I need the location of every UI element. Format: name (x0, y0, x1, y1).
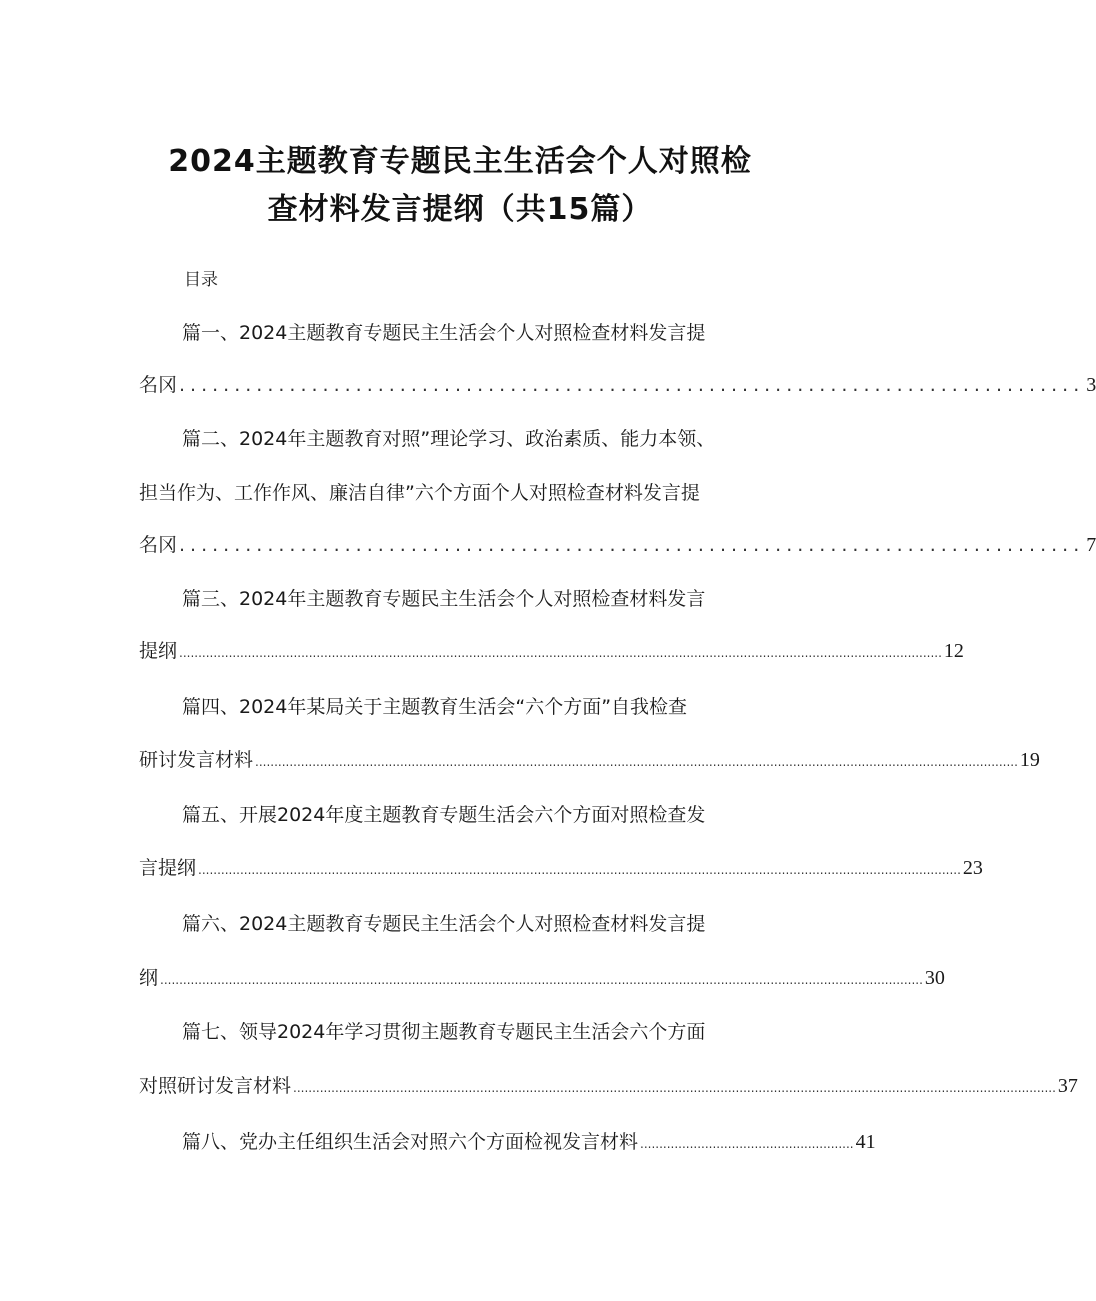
toc-entry-2-line-3[interactable] (139, 530, 1096, 557)
toc-entry-8-text: 篇八、党办主任组织生活会对照六个方面检视发言材料 (182, 1131, 639, 1153)
dot-leader: ........................................................ (640, 1137, 854, 1151)
toc-entry-5-line-1: 篇五、开展2024年度主题教育专题生活会六个方面对照检查发 (182, 804, 706, 826)
dot-leader: ........................................................................................................................................................................................................ (160, 973, 923, 987)
toc-entry-3-page: 12 (943, 640, 964, 662)
toc-entry-4-line-1: 篇四、2024年某局关于主题教育生活会“六个方面”自我检查 (182, 696, 688, 718)
toc-entry-7-page: 37 (1057, 1075, 1078, 1097)
toc-entry-5-line-2[interactable] (139, 853, 983, 880)
toc-entry-8[interactable] (182, 1127, 876, 1154)
document-title-line-1: 2024主题教育专题民主生活会个人对照检 (168, 144, 752, 179)
toc-entry-6-tail: 纲 (139, 967, 159, 989)
dot-leader: ........................................................................................................................................................................................................ (198, 863, 961, 877)
dot-leader: ........................................................................................................................................................................................................ (179, 646, 942, 660)
toc-entry-6-line-2[interactable] (139, 963, 945, 990)
dot-leader: .................................................................................. (179, 374, 1085, 396)
toc-entry-1-page: 3 (1086, 374, 1096, 396)
dot-leader: .................................................................................. (179, 534, 1085, 556)
toc-entry-2-line-2: 担当作为、工作作风、廉洁自律”六个方面个人对照检查材料发言提 (139, 482, 700, 504)
toc-entry-2-page: 7 (1086, 534, 1096, 556)
toc-entry-1-tail: 名冈 (139, 374, 178, 396)
toc-entry-5-page: 23 (962, 857, 983, 879)
toc-entry-3-line-2[interactable] (139, 636, 964, 663)
document-title-line-2: 查材料发言提纲（共15篇） (267, 192, 653, 227)
toc-entry-6-line-1: 篇六、2024主题教育专题民主生活会个人对照检查材料发言提 (182, 913, 706, 935)
toc-entry-8-page: 41 (855, 1131, 876, 1153)
toc-entry-4-page: 19 (1019, 749, 1040, 771)
toc-entry-7-line-2[interactable] (139, 1071, 1078, 1098)
toc-entry-2-tail: 名冈 (139, 534, 178, 556)
toc-heading: 目录 (184, 270, 218, 290)
toc-entry-4-line-2[interactable] (139, 745, 1040, 772)
toc-entry-4-tail: 研讨发言材料 (139, 749, 254, 771)
toc-entry-3-line-1: 篇三、2024年主题教育专题民主生活会个人对照检查材料发言 (182, 588, 706, 610)
toc-entry-7-line-1: 篇七、领导2024年学习贯彻主题教育专题民主生活会六个方面 (182, 1021, 706, 1043)
toc-entry-7-tail: 对照研讨发言材料 (139, 1075, 292, 1097)
toc-entry-2-line-1: 篇二、2024年主题教育对照”理论学习、政治素质、能力本领、 (182, 428, 716, 450)
toc-entry-3-tail: 提纲 (139, 640, 178, 662)
toc-entry-6-page: 30 (924, 967, 945, 989)
toc-entry-1-line-2[interactable] (139, 370, 1096, 397)
dot-leader: ........................................................................................................................................................................................................ (255, 755, 1018, 769)
toc-entry-5-tail: 言提纲 (139, 857, 197, 879)
dot-leader: ........................................................................................................................................................................................................ (293, 1081, 1056, 1095)
toc-entry-1-line-1: 篇一、2024主题教育专题民主生活会个人对照检查材料发言提 (182, 322, 706, 344)
